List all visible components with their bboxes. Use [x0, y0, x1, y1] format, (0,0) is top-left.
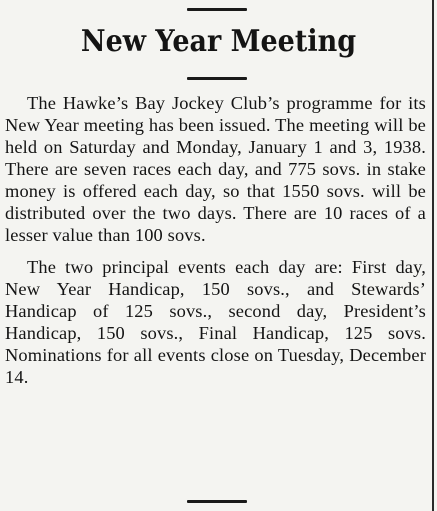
- article-headline: New Year Meeting: [80, 24, 357, 59]
- article-paragraph-2: The two principal events each day are: First day, New Year Handicap, 150 sovs., and Stewards’ Handicap of 125 sovs., second day, President’s Handicap, 150 sovs., Final Handicap, 125 sovs. Nominations for all events close on Tuesday, December 14.: [5, 257, 426, 387]
- column-divider-line: [432, 0, 434, 511]
- bottom-decorative-rule: [187, 500, 247, 503]
- article-body: [5, 92, 426, 388]
- article-paragraph-1: The Hawke’s Bay Jockey Club’s programme for its New Year meeting has been issued. The meeting will be held on Saturday and Monday, January 1 and 3, 1938. There are seven races each day, and 775 sovs. in stake money is offered each day, so that 1550 sovs. will be distributed over the two days. There are 10 races of a lesser value than 100 sovs.: [5, 93, 426, 245]
- headline-underline-rule: [187, 77, 247, 80]
- top-decorative-rule: [187, 8, 247, 11]
